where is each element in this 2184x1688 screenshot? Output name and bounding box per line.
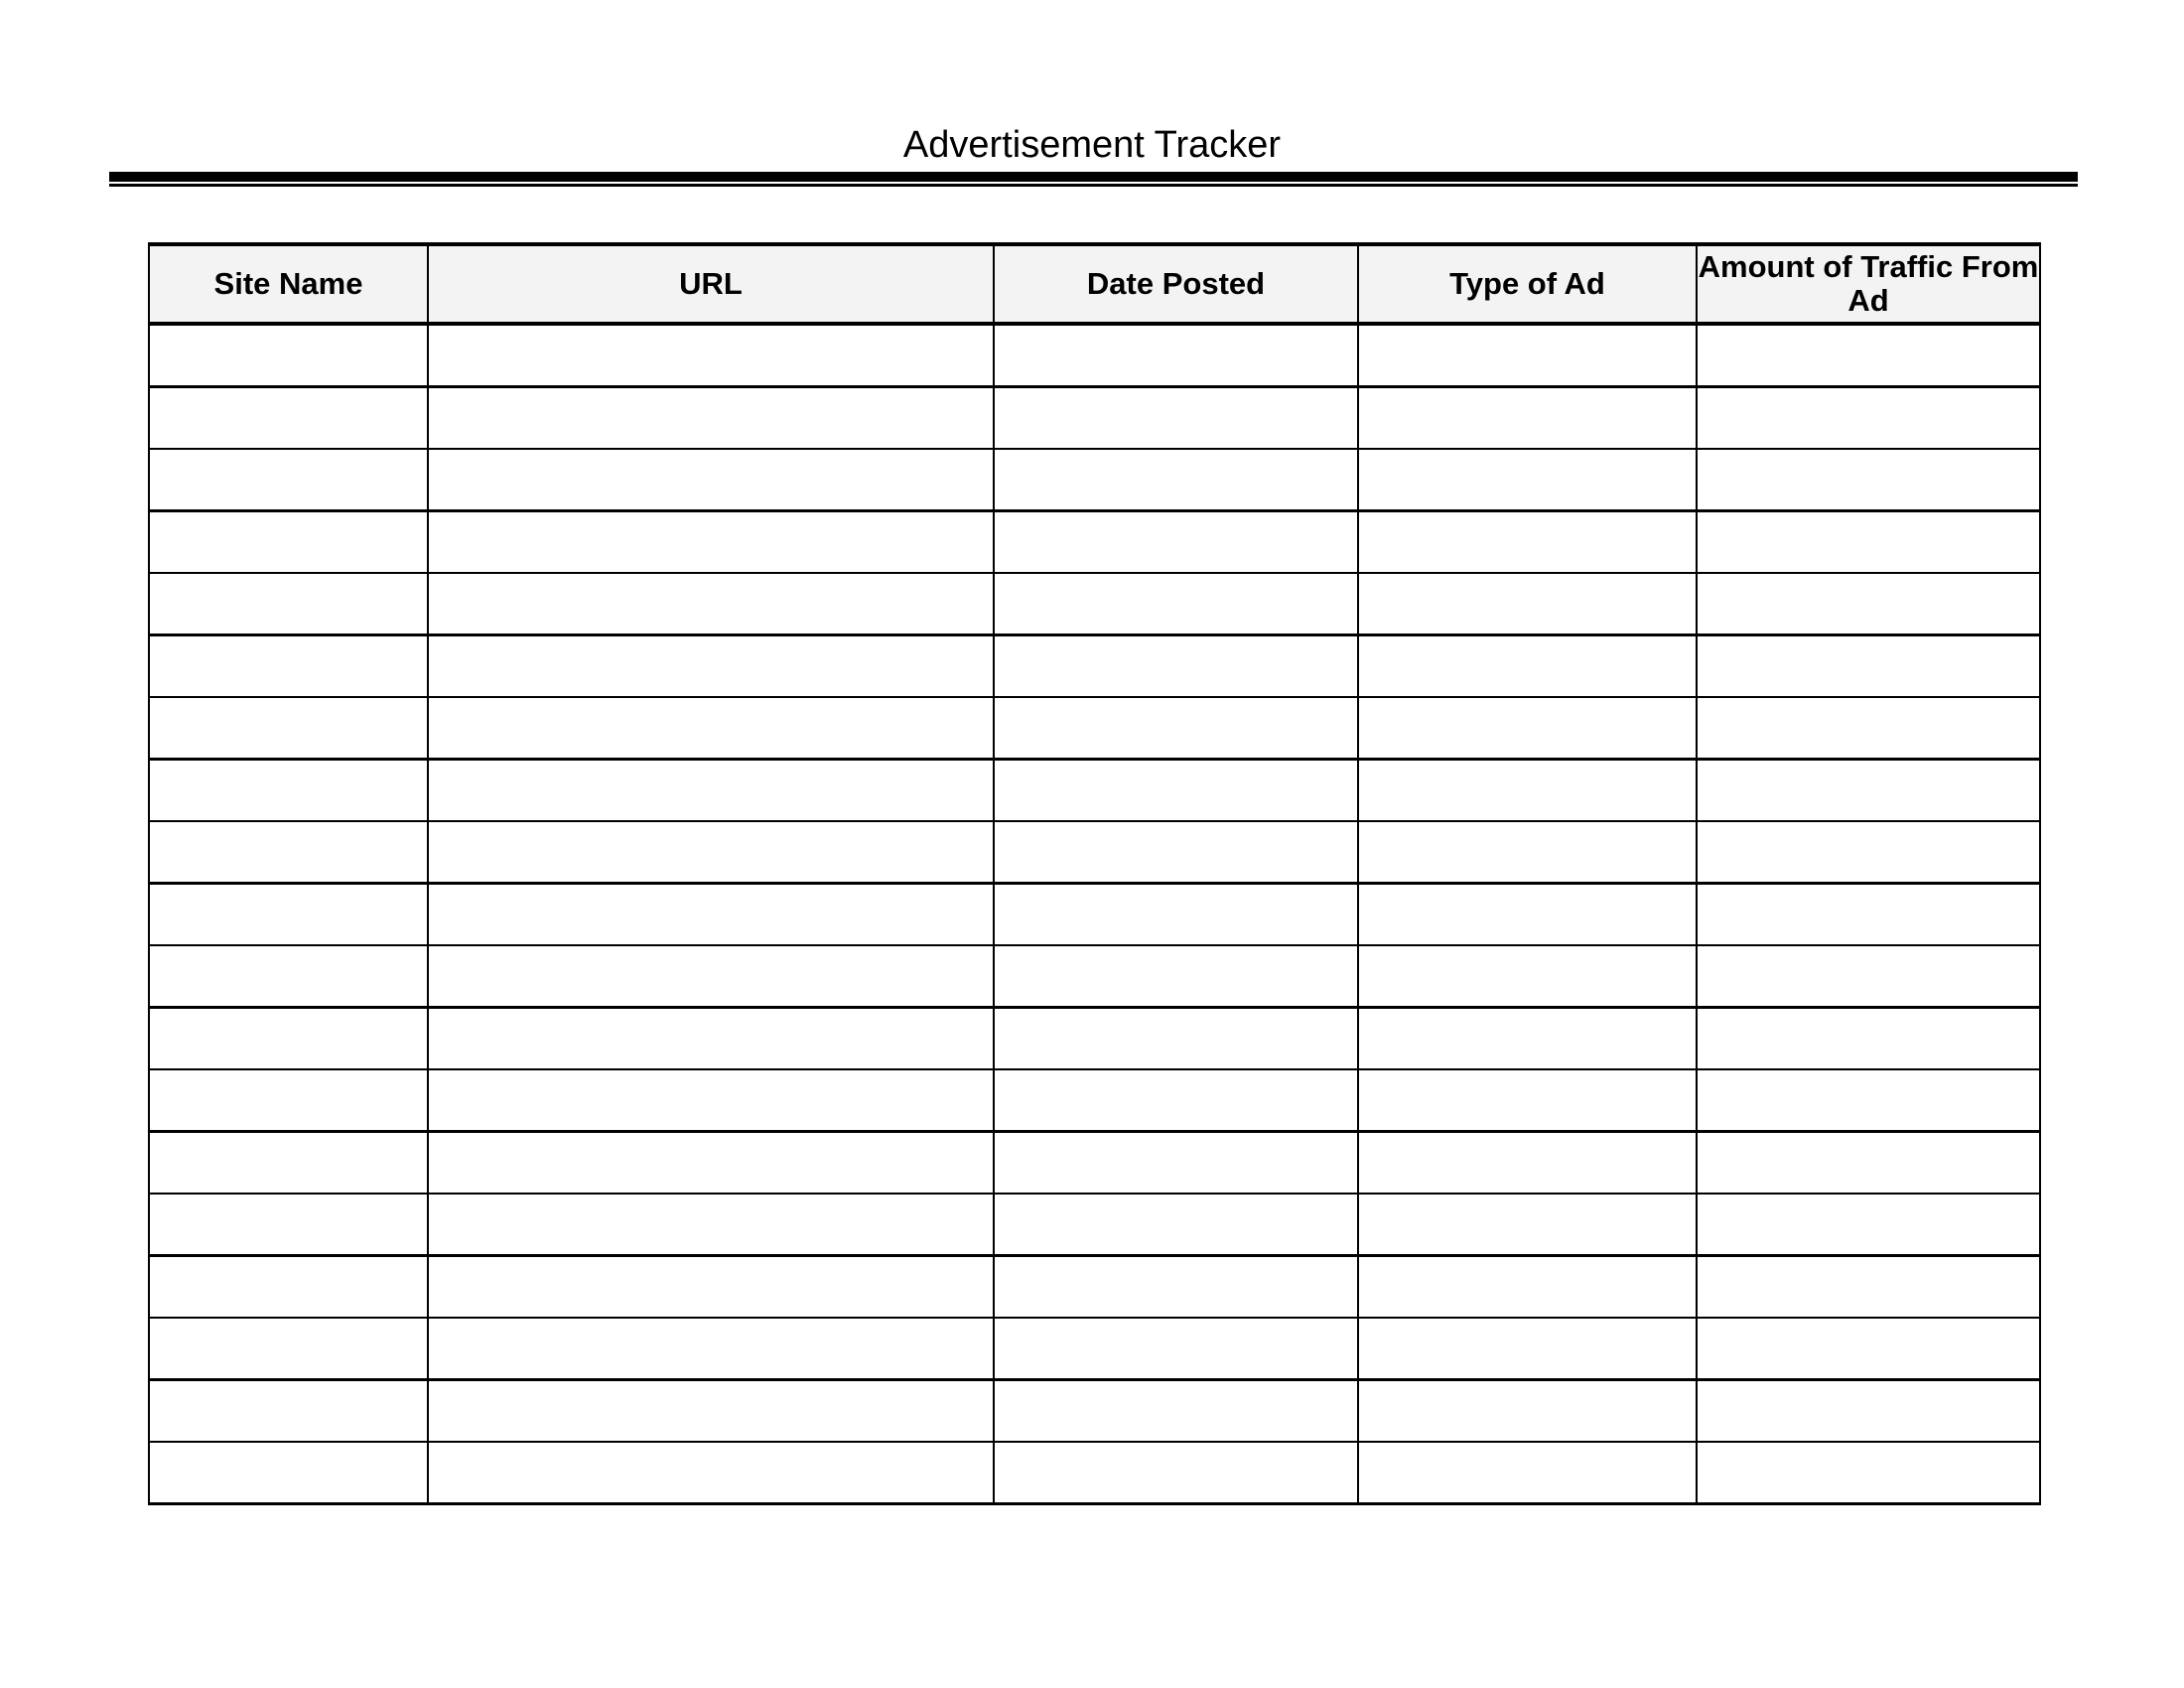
cell-type-of-ad[interactable] [1358,511,1697,574]
title-rule-thick [109,172,2078,182]
table-row [149,1008,2040,1070]
cell-type-of-ad[interactable] [1358,1008,1697,1070]
table-row [149,449,2040,511]
cell-traffic[interactable] [1697,821,2040,884]
header-row [149,244,2040,324]
cell-url[interactable] [428,760,994,822]
cell-date-posted[interactable] [994,1069,1358,1132]
cell-type-of-ad[interactable] [1358,945,1697,1008]
cell-site-name[interactable] [149,511,428,574]
cell-type-of-ad[interactable] [1358,449,1697,511]
cell-date-posted[interactable] [994,1008,1358,1070]
table-row [149,1442,2040,1504]
cell-site-name[interactable] [149,635,428,698]
cell-url[interactable] [428,1318,994,1380]
cell-site-name[interactable] [149,1069,428,1132]
cell-date-posted[interactable] [994,760,1358,822]
table-row [149,1256,2040,1319]
table-row [149,573,2040,635]
cell-traffic[interactable] [1697,449,2040,511]
cell-url[interactable] [428,387,994,450]
cell-site-name[interactable] [149,1194,428,1256]
table-row [149,387,2040,450]
cell-date-posted[interactable] [994,511,1358,574]
tracker-table [148,242,2041,1505]
cell-traffic[interactable] [1697,1069,2040,1132]
cell-traffic[interactable] [1697,511,2040,574]
cell-traffic[interactable] [1697,1442,2040,1504]
cell-site-name[interactable] [149,1380,428,1443]
cell-date-posted[interactable] [994,573,1358,635]
cell-traffic[interactable] [1697,945,2040,1008]
cell-type-of-ad[interactable] [1358,1442,1697,1504]
table-row [149,945,2040,1008]
cell-date-posted[interactable] [994,884,1358,946]
cell-traffic[interactable] [1697,1318,2040,1380]
cell-traffic[interactable] [1697,1380,2040,1443]
cell-type-of-ad[interactable] [1358,1318,1697,1380]
cell-url[interactable] [428,573,994,635]
cell-site-name[interactable] [149,760,428,822]
cell-date-posted[interactable] [994,449,1358,511]
cell-site-name[interactable] [149,884,428,946]
table-row [149,1380,2040,1443]
cell-type-of-ad[interactable] [1358,760,1697,822]
table-row [149,635,2040,698]
cell-type-of-ad[interactable] [1358,884,1697,946]
table-row [149,1069,2040,1132]
cell-url[interactable] [428,324,994,387]
cell-site-name[interactable] [149,945,428,1008]
cell-url[interactable] [428,1008,994,1070]
cell-date-posted[interactable] [994,324,1358,387]
page-title: Advertisement Tracker [902,124,1282,166]
cell-site-name[interactable] [149,1008,428,1070]
table-row [149,884,2040,946]
cell-traffic[interactable] [1697,1008,2040,1070]
cell-type-of-ad[interactable] [1358,1380,1697,1443]
cell-date-posted[interactable] [994,697,1358,760]
cell-type-of-ad[interactable] [1358,1069,1697,1132]
cell-site-name[interactable] [149,573,428,635]
cell-url[interactable] [428,821,994,884]
header-type-of-ad: Type of Ad [1358,244,1697,324]
cell-site-name[interactable] [149,697,428,760]
cell-site-name[interactable] [149,1318,428,1380]
cell-type-of-ad[interactable] [1358,697,1697,760]
cell-date-posted[interactable] [994,945,1358,1008]
cell-date-posted[interactable] [994,635,1358,698]
cell-date-posted[interactable] [994,1194,1358,1256]
cell-traffic[interactable] [1697,387,2040,450]
cell-type-of-ad[interactable] [1358,324,1697,387]
cell-traffic[interactable] [1697,573,2040,635]
cell-url[interactable] [428,1380,994,1443]
title-rule-thin [109,184,2078,187]
cell-site-name[interactable] [149,324,428,387]
cell-date-posted[interactable] [994,387,1358,450]
cell-url[interactable] [428,884,994,946]
cell-site-name[interactable] [149,1132,428,1195]
cell-type-of-ad[interactable] [1358,573,1697,635]
table-row [149,1132,2040,1195]
cell-date-posted[interactable] [994,1380,1358,1443]
cell-type-of-ad[interactable] [1358,1132,1697,1195]
cell-type-of-ad[interactable] [1358,821,1697,884]
cell-type-of-ad[interactable] [1358,387,1697,450]
cell-url[interactable] [428,1194,994,1256]
cell-traffic[interactable] [1697,697,2040,760]
cell-date-posted[interactable] [994,821,1358,884]
table-row [149,760,2040,822]
header-date-posted: Date Posted [994,244,1358,324]
header-traffic: Amount of Traffic From Ad [1697,244,2040,324]
table-row [149,697,2040,760]
table-row [149,511,2040,574]
cell-site-name[interactable] [149,449,428,511]
cell-traffic[interactable] [1697,635,2040,698]
cell-url[interactable] [428,1069,994,1132]
cell-traffic[interactable] [1697,884,2040,946]
cell-date-posted[interactable] [994,1442,1358,1504]
cell-type-of-ad[interactable] [1358,1256,1697,1319]
table-row [149,1318,2040,1380]
cell-site-name[interactable] [149,387,428,450]
cell-site-name[interactable] [149,821,428,884]
cell-url[interactable] [428,1256,994,1319]
cell-type-of-ad[interactable] [1358,1194,1697,1256]
cell-site-name[interactable] [149,1442,428,1504]
cell-url[interactable] [428,697,994,760]
cell-traffic[interactable] [1697,1132,2040,1195]
header-url: URL [428,244,994,324]
header-site-name: Site Name [149,244,428,324]
cell-traffic[interactable] [1697,1256,2040,1319]
cell-date-posted[interactable] [994,1132,1358,1195]
cell-url[interactable] [428,1442,994,1504]
cell-traffic[interactable] [1697,760,2040,822]
cell-url[interactable] [428,635,994,698]
cell-traffic[interactable] [1697,1194,2040,1256]
cell-date-posted[interactable] [994,1318,1358,1380]
cell-date-posted[interactable] [994,1256,1358,1319]
cell-url[interactable] [428,449,994,511]
cell-traffic[interactable] [1697,324,2040,387]
cell-url[interactable] [428,945,994,1008]
cell-url[interactable] [428,1132,994,1195]
table-row [149,1194,2040,1256]
cell-type-of-ad[interactable] [1358,635,1697,698]
cell-site-name[interactable] [149,1256,428,1319]
table-row [149,324,2040,387]
table-row [149,821,2040,884]
cell-url[interactable] [428,511,994,574]
